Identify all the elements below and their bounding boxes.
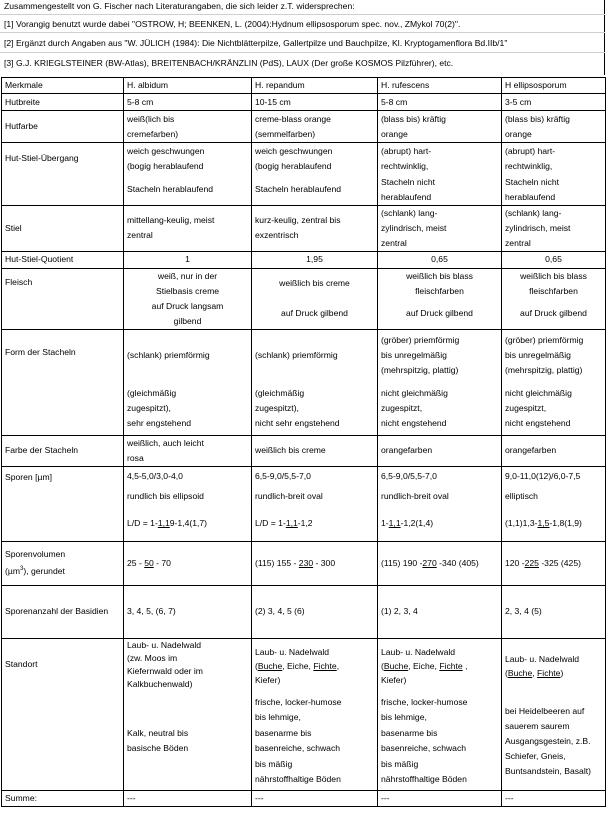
cell-text: ,	[532, 667, 538, 678]
cell-line: weißlich bis blass	[406, 270, 473, 281]
cell	[502, 541, 606, 585]
cell-text: ), gerundet	[23, 565, 65, 576]
cell: ---	[502, 790, 606, 806]
cell-line: (gröber) priemförmig	[381, 335, 460, 346]
cell-line: orange	[381, 128, 408, 139]
cell	[378, 175, 502, 206]
cell-line: Schiefer, Gneis,	[505, 750, 566, 761]
cell-line: (schlank) lang-	[381, 207, 438, 218]
cell: 0,65	[502, 251, 606, 268]
cell-text: ,	[462, 660, 468, 671]
cell-line: rechtwinklig,	[381, 160, 429, 171]
cell-line: weich geschwungen	[127, 145, 205, 156]
header-line-1: Zusammengestellt von G. Fischer nach Literaturangaben, die sich leider z.T. widersprechen:	[4, 1, 355, 11]
underlined-value: 1,1	[157, 517, 170, 528]
cell	[252, 329, 378, 382]
underlined-value: 1,1	[388, 517, 401, 528]
row-label: Sporenanzahl der Basidien	[2, 585, 124, 638]
table-header-row	[2, 78, 606, 94]
column-header: H ellipsosporum	[502, 78, 606, 94]
cell-line: Stacheln nicht	[381, 176, 435, 187]
cell: (2) 3, 4, 5 (6)	[252, 585, 378, 638]
cell-line: weiß, nur in der	[157, 270, 218, 281]
cell-line: (mehrspitzig, plattig)	[381, 365, 459, 376]
cell: 1,95	[252, 251, 378, 268]
table-row	[2, 541, 606, 585]
column-header: H. albidum	[124, 78, 252, 94]
cell-line: weißlich bis creme	[279, 278, 350, 288]
cell	[124, 506, 252, 541]
cell-line: (blass bis) kräftig	[381, 113, 446, 124]
cell-line: bis unregelmäßig	[505, 350, 571, 361]
cell-line: zugespitzt),	[127, 402, 171, 413]
cell-line: zentral	[381, 237, 407, 248]
cell-line: nicht gleichmäßig	[381, 387, 448, 398]
cell-line: weich geschwungen	[255, 145, 333, 156]
cell	[502, 382, 606, 435]
cell: 4,5-5,0/3,0-4,0	[124, 466, 252, 486]
cell	[378, 329, 502, 382]
table-row	[2, 251, 606, 268]
cell-line: auf Druck gilbend	[281, 308, 348, 318]
cell: ---	[252, 790, 378, 806]
cell	[124, 382, 252, 435]
cell	[252, 541, 378, 585]
cell: orangefarben	[502, 435, 606, 466]
cell-line: nicht gleichmäßig	[505, 387, 572, 398]
cell-line: Kiefer)	[255, 674, 281, 685]
underlined-value: 225	[524, 557, 539, 568]
cell	[502, 638, 606, 693]
cell-line: herablaufend	[505, 191, 556, 202]
cell	[378, 382, 502, 435]
cell-text: -1,8(1,9)	[549, 517, 582, 528]
underlined-value: Fichte	[439, 660, 463, 671]
cell	[124, 143, 252, 175]
underlined-value: Buche	[383, 660, 409, 671]
cell-line: Laub- u. Nadelwald	[505, 653, 580, 664]
cell-line: frische, locker-humose	[381, 696, 468, 707]
cell-line: fleischfarben	[529, 285, 578, 296]
table-row	[2, 466, 606, 486]
cell	[378, 541, 502, 585]
cell-text: -1,2(1,4)	[400, 517, 434, 528]
cell-line: Laub- u. Nadelwald	[381, 646, 456, 657]
cell-text: -340 (405)	[436, 557, 479, 568]
cell: 6,5-9,0/5,5-7,0	[252, 466, 378, 486]
column-header: H. rufescens	[378, 78, 502, 94]
cell	[124, 205, 252, 251]
header-separator	[0, 52, 605, 53]
cell	[502, 506, 606, 541]
cell-line: zugespitzt),	[255, 402, 299, 413]
cell-line: Stacheln herablaufend	[127, 184, 214, 194]
cell	[252, 111, 378, 143]
cell-line: auf Druck langsam	[151, 300, 224, 311]
cell-line: zentral	[127, 230, 153, 240]
cell-line: basenarme bis	[255, 727, 312, 738]
cell-line: zugespitzt,	[381, 402, 423, 413]
cell-line: zylindrisch, meist	[381, 222, 447, 233]
cell-line: basenreiche, schwach	[255, 743, 341, 754]
cell	[252, 693, 378, 790]
cell-line: herablaufend	[381, 191, 432, 202]
cell-line: (abrupt) hart-	[381, 145, 432, 156]
underlined-value: 50	[144, 557, 154, 568]
comparison-table	[1, 77, 606, 807]
cell: 3, 4, 5, (6, 7)	[124, 585, 252, 638]
cell	[502, 268, 606, 299]
cell-line: mittellang-keulig, meist	[127, 215, 215, 225]
cell	[502, 693, 606, 790]
cell	[378, 693, 502, 790]
cell-line: bis lehmige,	[381, 712, 427, 723]
table-row	[2, 585, 606, 638]
header-separator	[0, 14, 605, 15]
header-separator	[0, 32, 605, 33]
cell-line: bis lehmige,	[255, 712, 301, 723]
cell-line: (mehrspitzig, plattig)	[505, 365, 583, 376]
cell-line: (bogig herablaufend	[127, 160, 204, 171]
cell-line: (blass bis) kräftig	[505, 113, 570, 124]
cell-line: sauerem saurem	[505, 720, 570, 731]
cell-line: bei Heidelbeeren auf	[505, 705, 585, 716]
cell-line: (zw. Moos im	[127, 652, 178, 663]
cell	[378, 205, 502, 251]
table-row	[2, 329, 606, 382]
cell	[502, 143, 606, 175]
cell-line: (schlank) priemförmig	[255, 350, 338, 361]
cell-text: 9	[169, 517, 175, 528]
cell: rundlich-breit oval	[252, 486, 378, 506]
header-line-3: [2] Ergänzt durch Angaben aus "W. JÜLICH (1984): Die Nichtblätterpilze, Gallertpilze und Bauchpilze, Kl. Kryptogamenflora Bd.IIb/1"	[4, 38, 508, 48]
cell-line: Kalk, neutral bis	[127, 728, 189, 739]
cell-line: nicht engstehend	[505, 417, 571, 428]
cell-line: Buntsandstein, Basalt)	[505, 765, 591, 776]
cell-line: bis mäßig	[381, 758, 419, 769]
cell-line: Kalkbuchenwald)	[127, 678, 193, 689]
row-label: Hutfarbe	[2, 111, 124, 143]
cell-line: zugespitzt,	[505, 402, 547, 413]
cell-line: bis mäßig	[255, 758, 293, 769]
cell: 5-8 cm	[378, 94, 502, 111]
cell: 10-15 cm	[252, 94, 378, 111]
cell-text: -325 (425)	[538, 557, 581, 568]
cell-text: 25 -	[127, 557, 145, 568]
cell-line: Laub- u. Nadelwald	[127, 639, 202, 650]
table-row	[2, 268, 606, 299]
cell-line: Kiefernwald oder im	[127, 665, 203, 676]
row-label: Fleisch	[2, 268, 124, 329]
cell: elliptisch	[502, 486, 606, 506]
cell	[502, 329, 606, 382]
cell-text: (	[505, 667, 508, 678]
cell-line: Sporenvolumen	[5, 549, 66, 560]
cell-line: nährstoffhaltige Böden	[255, 774, 341, 785]
underlined-value: Buche	[257, 660, 283, 671]
cell	[252, 175, 378, 206]
cell	[502, 175, 606, 206]
cell	[124, 175, 252, 206]
cell	[252, 638, 378, 693]
cell	[378, 506, 502, 541]
cell	[124, 299, 252, 330]
cell-line: (gröber) priemförmig	[505, 335, 584, 346]
cell-text: L/D = 1-	[127, 517, 158, 528]
cell	[124, 638, 252, 693]
cell-line: Ausgangsgestein, z.B.	[505, 735, 591, 746]
cell: ---	[378, 790, 502, 806]
cell-line: weiß(lich bis	[127, 113, 175, 124]
cell-text: (115) 190 -	[381, 557, 423, 568]
cell-text: (µm	[5, 565, 20, 576]
table-row	[2, 638, 606, 693]
cell-line: weißlich bis blass	[520, 270, 587, 281]
cell-text: )	[560, 667, 564, 678]
header-line-4: [3] G.J. KRIEGLSTEINER (BW-Atlas), BREITENBACH/KRÄNZLIN (PdS), LAUX (Der große KOSMOS Pilzführer), etc.	[4, 58, 454, 68]
cell: 6,5-9,0/5,5-7,0	[378, 466, 502, 486]
cell-line: Stacheln herablaufend	[255, 184, 342, 194]
cell-text: (	[381, 660, 384, 671]
table-row	[2, 94, 606, 111]
cell-line: orange	[505, 128, 532, 139]
cell-line: frische, locker-humose	[255, 696, 342, 707]
cell	[378, 143, 502, 175]
cell-line: rechtwinklig,	[505, 160, 553, 171]
table-row	[2, 111, 606, 143]
cell-line: Laub- u. Nadelwald	[255, 646, 330, 657]
cell-line: auf Druck gilbend	[406, 308, 473, 318]
column-header: H. repandum	[252, 78, 378, 94]
table-row	[2, 790, 606, 806]
underlined-value: Buche	[507, 667, 533, 678]
row-label: Hut-Stiel-Quotient	[2, 251, 124, 268]
underlined-value: 1,1	[285, 517, 298, 528]
cell-text: - 70	[153, 557, 171, 568]
cell	[378, 299, 502, 330]
cell-text: 1-	[381, 517, 389, 528]
cell: ---	[124, 790, 252, 806]
cell	[124, 111, 252, 143]
underlined-value: Fichte	[313, 660, 337, 671]
cell	[124, 435, 252, 466]
cell	[502, 205, 606, 251]
underlined-value: 230	[298, 557, 314, 568]
cell-line: Stielbasis creme	[155, 285, 220, 296]
cell	[502, 299, 606, 330]
cell	[252, 205, 378, 251]
superscript: 3	[19, 566, 24, 573]
cell-line: (gleichmäßig	[127, 387, 177, 398]
cell-line: bis unregelmäßig	[381, 350, 447, 361]
cell-line: nährstoffhaltige Böden	[381, 774, 467, 785]
cell-line: Kiefer)	[381, 674, 407, 685]
cell-line: (gleichmäßig	[255, 387, 305, 398]
table-row	[2, 435, 606, 466]
table-row	[2, 143, 606, 175]
cell-line: gilbend	[173, 315, 202, 326]
cell-text: 120 -	[505, 557, 525, 568]
cell-line: sehr engstehend	[127, 417, 192, 428]
cell-line: (schlank) lang-	[505, 207, 562, 218]
cell	[124, 541, 252, 585]
cell-line: rosa	[127, 452, 144, 463]
cell	[502, 111, 606, 143]
cell	[124, 329, 252, 382]
cell: rundlich bis ellipsoid	[124, 486, 252, 506]
cell-line: auf Druck gilbend	[520, 308, 587, 318]
column-header: Merkmale	[2, 78, 124, 94]
row-label: Standort	[2, 638, 124, 790]
cell-line: (semmelfarben)	[255, 128, 316, 139]
cell-line: creme-blass orange	[255, 113, 331, 124]
cell-text: (115) 155 -	[255, 557, 299, 568]
cell-line: (abrupt) hart-	[505, 145, 556, 156]
cell: rundlich-breit oval	[378, 486, 502, 506]
cell	[378, 268, 502, 299]
cell	[124, 268, 252, 299]
cell-line: exzentrisch	[255, 230, 299, 240]
cell-line: (schlank) priemförmig	[127, 350, 210, 361]
cell-text: (1,1)1,3-	[505, 517, 538, 528]
cell-text: - 300	[313, 557, 336, 568]
cell-text: (	[255, 660, 258, 671]
cell: 2, 3, 4 (5)	[502, 585, 606, 638]
row-label: Sporen [µm]	[2, 466, 124, 541]
cell	[252, 506, 378, 541]
row-label: Hut-Stiel-Übergang	[2, 143, 124, 206]
row-label: Summe:	[2, 790, 124, 806]
underlined-value: 1,5	[537, 517, 550, 528]
cell-line: basische Böden	[127, 743, 189, 754]
cell	[252, 299, 378, 330]
row-label: Hutbreite	[2, 94, 124, 111]
row-label	[2, 541, 124, 585]
cell-line: zentral	[505, 237, 531, 248]
cell-line: nicht engstehend	[381, 417, 447, 428]
underlined-value: 270	[422, 557, 437, 568]
cell-line: basenarme bis	[381, 727, 438, 738]
header-line-2: [1] Vorangig benutzt wurde dabei "OSTROW, H; BEENKEN, L. (2004):Hydnum ellipsosporum spec. nov., ZMykol 70(2)".	[4, 19, 461, 29]
cell-line: basenreiche, schwach	[381, 743, 467, 754]
cell: orangefarben	[378, 435, 502, 466]
cell-line: zylindrisch, meist	[505, 222, 571, 233]
cell: 5-8 cm	[124, 94, 252, 111]
cell	[252, 268, 378, 299]
cell-line: Stacheln nicht	[505, 176, 559, 187]
cell-text: -1,4(1,7)	[174, 517, 208, 528]
cell	[378, 111, 502, 143]
cell: 3-5 cm	[502, 94, 606, 111]
cell-line: weißlich, auch leicht	[127, 437, 204, 448]
cell: weißlich bis creme	[252, 435, 378, 466]
underlined-value: Fichte	[537, 667, 561, 678]
row-label: Form der Stacheln	[2, 329, 124, 435]
table-row	[2, 205, 606, 251]
cell-line: kurz-keulig, zentral bis	[255, 215, 341, 225]
row-label: Farbe der Stacheln	[2, 435, 124, 466]
cell: (1) 2, 3, 4	[378, 585, 502, 638]
cell	[252, 143, 378, 175]
cell	[378, 638, 502, 693]
cell-text: -1,2	[297, 517, 313, 528]
cell-text: ,	[336, 660, 340, 671]
cell-line: (bogig herablaufend	[255, 160, 332, 171]
cell	[252, 382, 378, 435]
cell: 0,65	[378, 251, 502, 268]
row-label: Stiel	[2, 205, 124, 251]
cell: 9,0-11,0(12)/6,0-7,5	[502, 466, 606, 486]
cell-text: , Eiche,	[282, 660, 314, 671]
cell-text: L/D = 1-	[255, 517, 286, 528]
cell-text: , Eiche,	[408, 660, 440, 671]
cell-line: cremefarben)	[127, 128, 179, 139]
cell-line: nicht sehr engstehend	[255, 417, 340, 428]
cell	[124, 693, 252, 790]
cell-line: fleischfarben	[415, 285, 464, 296]
cell: 1	[124, 251, 252, 268]
